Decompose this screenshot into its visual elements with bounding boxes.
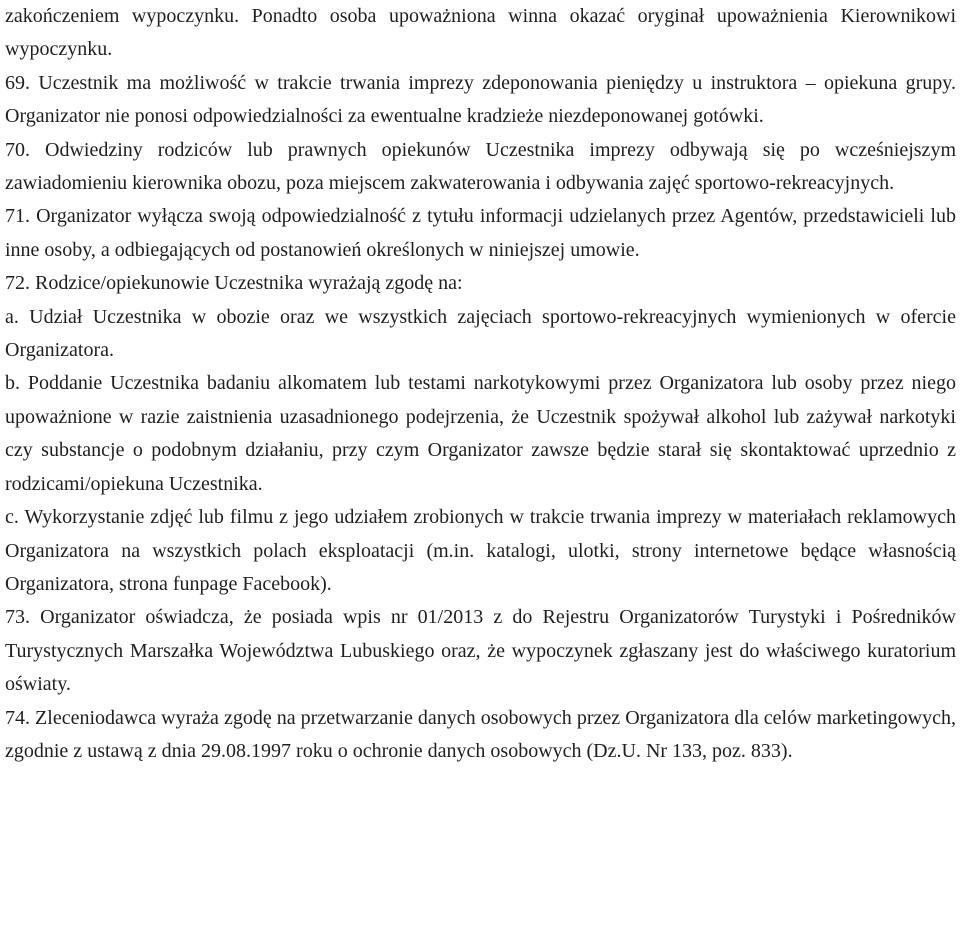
- paragraph-continuation: zakończeniem wypoczynku. Ponadto osoba upoważniona winna okazać oryginał upoważnienia Kierownikowi wypoczynku.: [5, 5, 956, 61]
- paragraph-70: 70. Odwiedziny rodziców lub prawnych opiekunów Uczestnika imprezy odbywają się po wcześniejszym zawiadomieniu kierownika obozu, poza miejscem zakwaterowania i odbywania zajęć sportowo-rekreacyjnych.: [5, 138, 956, 195]
- paragraph-72c: c. Wykorzystanie zdjęć lub filmu z jego udziałem zrobionych w trakcie trwania imprezy w materiałach reklamowych Organizatora na wszystkich polach eksploatacji (m.in. katalogi, ulotki, strony internetowe będące własnością Organizatora, strona funpage Facebook).: [5, 506, 956, 595]
- paragraph-73: 73. Organizator oświadcza, że posiada wpis nr 01/2013 z do Rejestru Organizatorów Turystyki i Pośredników Turystycznych Marszałka Województwa Lubuskiego oraz, że wypoczynek zgłaszany jest do właściwego kuratorium oświaty.: [5, 606, 956, 696]
- paragraph-74: 74. Zleceniodawca wyraża zgodę na przetwarzanie danych osobowych przez Organizatora dla celów marketingowych, zgodnie z ustawą z dnia 29.08.1997 roku o ochronie danych osobowych (Dz.U. Nr 133, poz. 833).: [5, 706, 956, 762]
- paragraph-69: 69. Uczestnik ma możliwość w trakcie trwania imprezy zdeponowania pieniędzy u instruktora – opiekuna grupy. Organizator nie ponosi odpowiedzialności za ewentualne kradzieże niezdeponowanej gotówki.: [5, 71, 956, 128]
- paragraph-72: 72. Rodzice/opiekunowie Uczestnika wyrażają zgodę na:: [5, 272, 463, 295]
- paragraph-72a: a. Udział Uczestnika w obozie oraz we wszystkich zajęciach sportowo-rekreacyjnych wymienionych w ofercie Organizatora.: [5, 305, 956, 362]
- paragraph-71: 71. Organizator wyłącza swoją odpowiedzialność z tytułu informacji udzielanych przez Agentów, przedstawicieli lub inne osoby, a odbiegających od postanowień określonych w niniejszej umowie.: [5, 205, 956, 261]
- paragraph-72b: b. Poddanie Uczestnika badaniu alkomatem lub testami narkotykowymi przez Organizatora lub osoby przez niego upoważnione w razie zaistnienia uzasadnionego podejrzenia, że Uczestnik spożywał alkohol lub zażywał narkotyki czy substancje o podobnym działaniu, przy czym Organizator zawsze będzie starał się skontaktować uprzednio z rodzicami/opiekuna Uczestnika.: [5, 372, 956, 495]
